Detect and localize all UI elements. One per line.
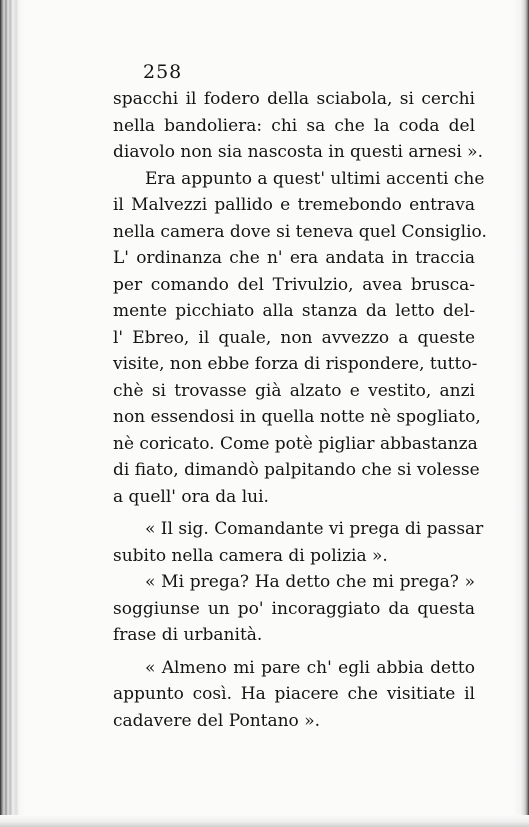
text-line: nella bandoliera: chi sa che la coda del: [113, 115, 475, 136]
text-line: mente picchiato alla stanza da letto del-: [113, 301, 475, 321]
text-line: cadavere del Pontano ».: [113, 710, 321, 731]
text-line: chè si trovasse già alzato e vestito, anzi: [113, 380, 475, 401]
text-line: nella camera dove si teneva quel Consiglio.: [113, 221, 487, 242]
text-line: « Mi prega? Ha detto che mi prega? »: [145, 572, 475, 592]
text-line: diavolo non sia nascosta in questi arnesi ».: [113, 142, 483, 162]
text-line: Era appunto a quest' ultimi accenti che: [145, 168, 485, 189]
text-line: frase di urbanità.: [113, 625, 263, 645]
body-text: [113, 86, 487, 734]
text-line: appunto così. Ha piacere che visitiate il: [113, 684, 475, 704]
text-line: non essendosi in quella notte nè spogliato,: [113, 407, 481, 427]
page-number: 258: [143, 61, 183, 83]
page-bottom-edge: [0, 815, 529, 827]
text-line: il Malvezzi pallido e tremebondo entrava: [113, 195, 475, 215]
text-line: visite, non ebbe forza di rispondere, tutto-: [113, 354, 478, 374]
text-line: nè coricato. Come potè pigliar abbastanza: [113, 433, 478, 454]
text-line: l' Ebreo, il quale, non avvezzo a queste: [113, 327, 475, 348]
text-line: soggiunse un po' incoraggiato da questa: [113, 598, 475, 619]
text-line: subito nella camera di polizia ».: [113, 545, 388, 566]
text-line: « Almeno mi pare ch' egli abbia detto: [145, 657, 475, 678]
book-spine-shadow: [0, 0, 24, 827]
text-line: « Il sig. Comandante vi prega di passar: [145, 519, 484, 539]
text-line: di fiato, dimandò palpitando che si volesse: [113, 460, 480, 480]
text-line: a quell' ora da lui.: [113, 486, 269, 507]
text-line: per comando del Trivulzio, avea brusca-: [113, 274, 475, 295]
page-edge-shadow: [513, 0, 529, 827]
text-line: spacchi il fodero della sciabola, si cerchi: [113, 89, 475, 109]
text-line: L' ordinanza che n' era andata in traccia: [113, 248, 475, 268]
